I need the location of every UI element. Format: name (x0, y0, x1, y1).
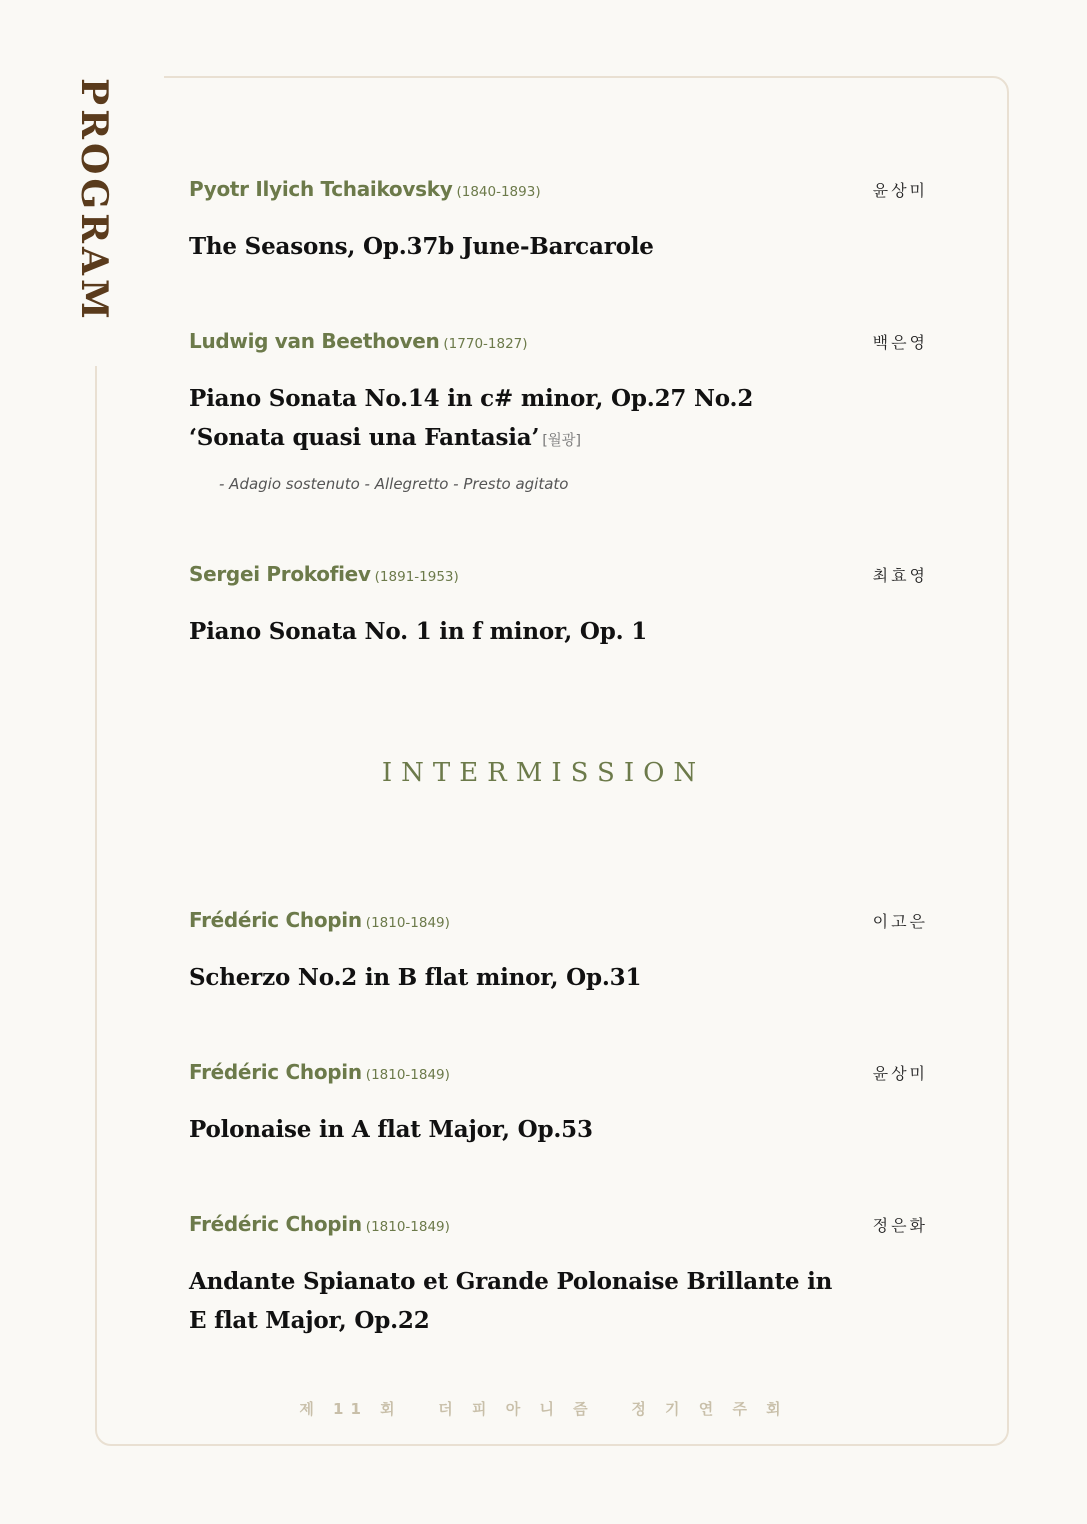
piece-title (189, 227, 949, 266)
composer-line (189, 562, 949, 586)
performer-name: 윤상미 (872, 181, 928, 200)
piece-title-line-2: E flat Major, Op.22 (189, 1307, 430, 1334)
piece-title (189, 612, 949, 651)
composer-name: Pyotr Ilyich Tchaikovsky (189, 177, 453, 201)
piece-title-line: Polonaise in A flat Major, Op.53 (189, 1116, 593, 1143)
piece-title (189, 958, 949, 997)
piece-subtitle: ‘Sonata quasi una Fantasia’ (189, 424, 540, 451)
program-item (189, 1212, 949, 1340)
performer-name: 윤상미 (872, 1064, 928, 1083)
piece-title-line: Andante Spianato et Grande Polonaise Brillante in (189, 1268, 833, 1295)
composer-years: (1810-1849) (365, 915, 450, 931)
composer-line (189, 1060, 949, 1084)
piece-title (189, 379, 949, 461)
composer-name: Sergei Prokofiev (189, 562, 371, 586)
program-heading: PROGRAM (73, 78, 115, 323)
composer-years: (1891-1953) (374, 569, 459, 585)
composer-name: Frédéric Chopin (189, 1212, 362, 1236)
composer-line (189, 177, 949, 201)
composer-years: (1810-1849) (365, 1219, 450, 1235)
movements-list: - Adagio sostenuto - Allegretto - Presto agitato (219, 475, 569, 493)
composer-line (189, 908, 949, 932)
piece-title-line: Scherzo No.2 in B flat minor, Op.31 (189, 964, 642, 991)
performer-name: 이고은 (872, 912, 928, 931)
composer-years: (1840-1893) (456, 184, 541, 200)
composer-years: (1810-1849) (365, 1067, 450, 1083)
piece-title (189, 1262, 949, 1340)
piece-title-line: The Seasons, Op.37b June-Barcarole (189, 233, 654, 260)
program-item (189, 908, 949, 997)
composer-line (189, 1212, 949, 1236)
piece-title (189, 1110, 949, 1149)
piece-nickname: [월광] (542, 433, 581, 449)
composer-name: Frédéric Chopin (189, 908, 362, 932)
program-item (189, 562, 949, 651)
concert-footer: 제 11 회 더 피 아 니 즘 정 기 연 주 회 (299, 1400, 788, 1418)
composer-name: Ludwig van Beethoven (189, 329, 440, 353)
composer-years: (1770-1827) (443, 336, 528, 352)
piece-title-line: Piano Sonata No.14 in c# minor, Op.27 No.2 (189, 385, 754, 412)
composer-name: Frédéric Chopin (189, 1060, 362, 1084)
program-item (189, 177, 949, 266)
program-item (189, 329, 949, 493)
performer-name: 백은영 (872, 333, 928, 352)
composer-line (189, 329, 949, 353)
program-item (189, 1060, 949, 1149)
piece-title-line: Piano Sonata No. 1 in f minor, Op. 1 (189, 618, 647, 645)
piece-title-line-2 (189, 418, 949, 461)
performer-name: 최효영 (872, 566, 928, 585)
intermission-label: INTERMISSION (381, 758, 706, 788)
performer-name: 정은화 (872, 1216, 928, 1235)
